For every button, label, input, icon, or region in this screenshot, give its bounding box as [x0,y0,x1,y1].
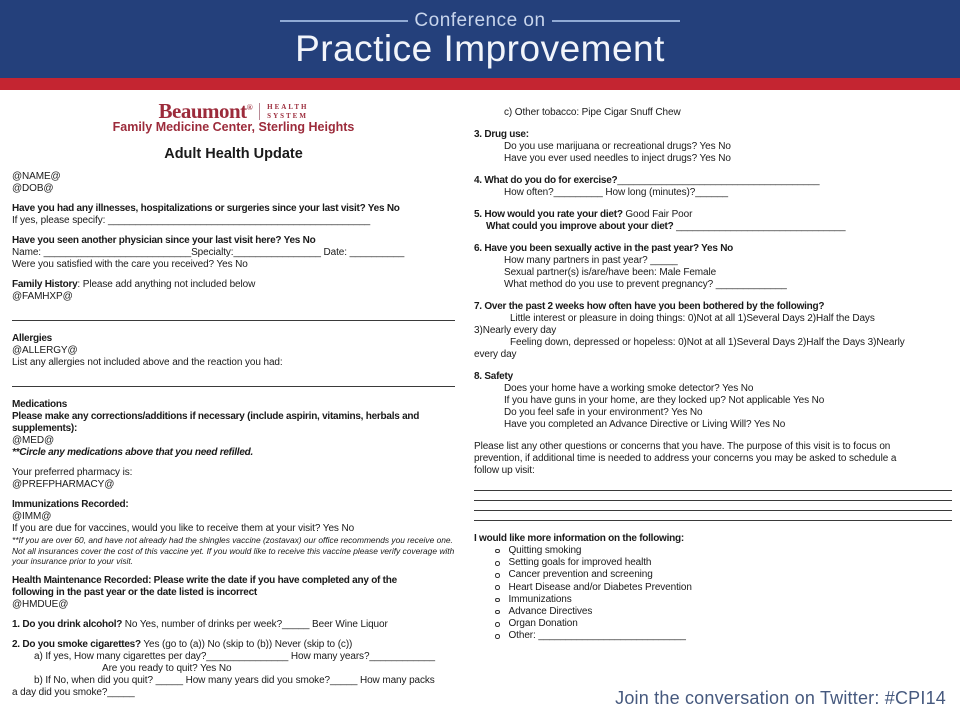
form-text-line [474,243,952,255]
text-segment: @HMDUE@ [12,598,69,610]
bold-text-segment: following in the past year or the date listed is incorrect [12,586,257,598]
text-segment: No Yes, number of drinks per week?_____ Beer Wine Liquor [122,618,388,630]
form-text-line [12,675,455,687]
center-name: Family Medicine Center, Sterling Heights [112,120,355,134]
text-segment: @PREFPHARMACY@ [12,479,115,490]
form-text-line [12,435,455,447]
left-column-lines [12,171,455,699]
form-text-line [474,153,952,165]
spacer [12,369,455,377]
form-text-line [474,129,952,141]
bold-text-segment: Family History [12,279,78,290]
circle-bullet-icon [495,634,500,639]
circle-bullet-icon [495,598,500,603]
bold-text-segment: Health Maintenance Recorded: Please write the date if you have completed any of the [12,574,397,586]
text-segment: Do you feel safe in your environment? Yes No [504,407,703,418]
registered-mark-icon: ® [246,103,253,112]
bold-text-segment: I would like more information on the following: [474,533,684,544]
form-text-line [12,575,455,587]
bold-text-segment: 5. How would you rate your diet? [474,209,623,220]
writing-line [474,481,952,491]
text-segment: Do you use marijuana or recreational drugs? Yes No [504,141,731,152]
form-text-line [12,663,455,675]
form-text-line [12,499,455,511]
beaumont-logo [12,99,455,134]
form-text-line [474,301,952,313]
form-text-line [474,349,952,361]
bullet-item [474,557,952,569]
form-text-line [12,215,455,227]
spacer [12,567,455,575]
text-segment: Please list any other questions or concerns that you have. The purpose of this visit is to focus on [474,441,891,452]
form-text-line [12,599,455,611]
spacer [12,611,455,619]
form-text-line [474,465,952,477]
bullet-item [474,582,952,594]
text-segment: @DOB@ [12,183,54,194]
form-text-line [12,546,455,557]
text-segment: @NAME@ [12,171,61,182]
spacer [12,459,455,467]
form-text-line [474,267,952,279]
spacer [12,387,455,399]
text-segment: If you are due for vaccines, would you like to receive them at your visit? Yes No [12,523,355,534]
form-text-line [474,371,952,383]
bold-text-segment: 1. Do you drink alcohol? [12,618,123,630]
form-text-line [474,209,952,221]
text-segment: a day did you smoke?_____ [12,686,135,698]
form-text-line [474,395,952,407]
form-text-line [12,511,455,523]
form-text-line [12,259,455,271]
text-segment: your insurance prior to your visit. [12,556,134,567]
form-text-line [474,453,952,465]
circle-bullet-icon [495,561,500,566]
form-text-line [12,467,455,479]
text-segment: List any allergies not included above and the reaction you had: [12,357,283,368]
text-segment: @FAMHXP@ [12,291,73,302]
text-segment: Have you completed an Advance Directive or Living Will? Yes No [504,419,786,430]
form-text-line [12,333,455,345]
beaumont-logo-row [12,99,455,123]
spacer [474,199,952,209]
bullet-item [474,630,952,642]
text-segment: @MED@ [12,435,55,446]
form-text-line [474,221,952,233]
writing-line [474,491,952,501]
circle-bullet-icon [495,585,500,590]
form-text-line [12,235,455,247]
form-text-line [474,187,952,199]
text-segment: 3)Nearly every day [474,325,557,336]
text-segment: Good Fair Poor [622,209,693,220]
form-text-line [474,279,952,291]
form-document [0,90,960,720]
form-text-line [474,325,952,337]
text-segment: How many partners in past year? _____ [504,255,678,266]
spacer [12,303,455,311]
health-system-top: HEALTH [267,103,309,111]
spacer [474,291,952,301]
text-segment: Yes (go to (a)) No (skip to (b)) Never (skip to (c)) [140,638,353,650]
text-segment: Little interest or pleasure in doing things: 0)Not at all 1)Several Days 2)Half the Days [510,313,875,324]
writing-line [474,501,952,511]
spacer [12,631,455,639]
form-text-line [12,523,455,535]
text-segment: **If you are over 60, and have not already had the shingles vaccine (zostavax) our office recommends you receive one. [12,535,453,545]
bold-text-segment: Please make any corrections/additions if necessary (include aspirin, vitamins, herbals and [12,411,420,422]
text-segment: Have you ever used needles to inject drugs? Yes No [504,153,731,164]
text-segment: : Please add anything not included below [77,279,256,290]
text-segment: Are you ready to quit? Yes No [102,662,232,674]
kicker-left-rule [280,20,408,22]
form-text-line [474,255,952,267]
bold-text-segment: Immunizations Recorded: [12,499,129,510]
kicker-text: Conference on [414,10,546,31]
form-text-line [12,639,455,651]
form-text-line [474,175,952,187]
bold-text-segment: 6. Have you been sexually active in the past year? Yes No [474,243,734,254]
spacer [474,119,952,129]
text-segment: every day [474,349,517,360]
bullet-item [474,594,952,606]
bullet-label: Organ Donation [508,618,578,630]
text-segment: b) If No, when did you quit? _____ How many years did you smoke?_____ How many packs [34,674,435,686]
bold-text-segment: What could you improve about your diet? [486,221,674,232]
text-segment: @ALLERGY@ [12,345,78,356]
text-segment: Name: ___________________________Specialty:________________ Date: __________ [12,247,405,258]
circle-bullet-icon [495,573,500,578]
form-text-line [12,345,455,357]
form-text-line [12,651,455,663]
spacer [474,233,952,243]
form-text-line [12,479,455,491]
health-system-bottom: SYSTEM [267,111,308,120]
spacer [474,521,952,533]
text-segment: a) If yes, How many cigarettes per day?_______________ How many years?____________ [34,650,435,662]
red-accent-stripe [0,78,960,90]
text-segment: If yes, please specify: ________________________________________________ [12,215,371,226]
bold-text-segment: 3. Drug use: [474,129,529,140]
bold-text-segment: 2. Do you smoke cigarettes? [12,638,141,650]
form-text-line [12,203,455,215]
form-text-line [12,423,455,435]
text-segment: c) Other tobacco: Pipe Cigar Snuff Chew [504,107,681,118]
circle-bullet-icon [495,549,500,554]
form-text-line [12,183,455,195]
form-text-line [12,619,455,631]
bold-text-segment: Allergies [12,333,52,344]
text-segment: Feeling down, depressed or hopeless: 0)Not at all 1)Several Days 2)Half the Days 3)Nearly [510,337,905,348]
text-segment: Not all insurances cover the cost of this vaccine yet. If you would like to receive this vaccine please verify coverage with [12,545,455,556]
bullet-label: Quitting smoking [508,545,582,556]
form-text-line [12,556,455,567]
form-text-line [474,533,952,545]
text-segment: What method do you use to prevent pregnancy? _____________ [504,279,787,290]
form-text-line [474,383,952,395]
text-segment: Your preferred pharmacy is: [12,467,133,478]
form-left-column [12,99,455,699]
text-segment: @IMM@ [12,511,52,522]
text-segment: _______________________________ [673,221,846,232]
form-title: Adult Health Update [164,146,303,162]
bullet-label: Immunizations [508,593,572,605]
form-text-line [12,291,455,303]
writing-line [12,311,455,321]
banner-title: Practice Improvement [295,28,665,69]
bold-text-segment: Medications [12,399,68,410]
text-segment: Were you satisfied with the care you received? Yes No [12,259,248,270]
bold-text-segment: 7. Over the past 2 weeks how often have you been bothered by the following? [474,301,825,312]
bold-text-segment: Have you seen another physician since your last visit here? Yes No [12,235,316,246]
text-segment: If you have guns in your home, are they locked up? Not applicable Yes No [504,395,825,406]
twitter-hashtag-footer: Join the conversation on Twitter: #CPI14 [615,688,946,708]
spacer [12,271,455,279]
bullet-item [474,606,952,618]
conference-banner [0,0,960,78]
writing-line [474,511,952,521]
bullet-item [474,618,952,630]
kicker-right-rule [552,20,680,22]
form-right-column [474,107,952,643]
form-text-line [474,337,952,349]
form-text-line [12,247,455,259]
text-segment: Does your home have a working smoke detector? Yes No [504,383,754,394]
bold-text-segment: 8. Safety [474,371,513,382]
form-text-line [12,357,455,369]
form-text-line [12,535,455,546]
text-segment: _____________________________________ [617,175,820,186]
bold-text-segment: Have you had any illnesses, hospitalizations or surgeries since your last visit? Yes No [12,203,400,214]
form-text-line [474,419,952,431]
text-segment: How often?_________ How long (minutes)?______ [504,187,728,198]
bullet-label: Other: ___________________________ [508,630,686,642]
beaumont-brand-text: Beaumont [158,99,247,123]
spacer [474,361,952,371]
spacer [12,195,455,203]
circle-bullet-icon [495,610,500,615]
bold-text-segment: 4. What do you do for exercise? [474,175,618,186]
form-text-line [12,399,455,411]
spacer [12,491,455,499]
form-text-line [12,447,455,459]
bullet-label: Advance Directives [508,606,593,618]
spacer [12,321,455,333]
bullet-label: Cancer prevention and screening [508,569,653,581]
form-text-line [12,687,455,699]
form-text-line [474,441,952,453]
form-text-line [474,107,952,119]
form-text-line [12,279,455,291]
health-system-label [267,103,308,120]
form-text-line [474,141,952,153]
circle-bullet-icon [495,622,500,627]
logo-divider [259,103,260,120]
text-segment: Sexual partner(s) is/are/have been: Male Female [504,267,717,278]
right-column-lines [474,107,952,643]
form-text-line [12,411,455,423]
form-text-line [474,407,952,419]
form-text-line [12,587,455,599]
bullet-item [474,545,952,557]
form-text-line [12,171,455,183]
bullet-item [474,569,952,581]
bold-text-segment: **Circle any medications above that you need refilled. [12,447,254,458]
writing-line [12,377,455,387]
form-text-line [474,313,952,325]
spacer [12,227,455,235]
spacer [474,165,952,175]
text-segment: follow up visit: [474,465,535,476]
spacer [474,431,952,441]
bullet-label: Heart Disease and/or Diabetes Prevention [508,581,692,593]
text-segment: prevention, if additional time is needed to address your concerns you may be asked to schedule a [474,453,897,464]
bullet-label: Setting goals for improved health [508,557,652,569]
bold-text-segment: supplements): [12,423,78,434]
